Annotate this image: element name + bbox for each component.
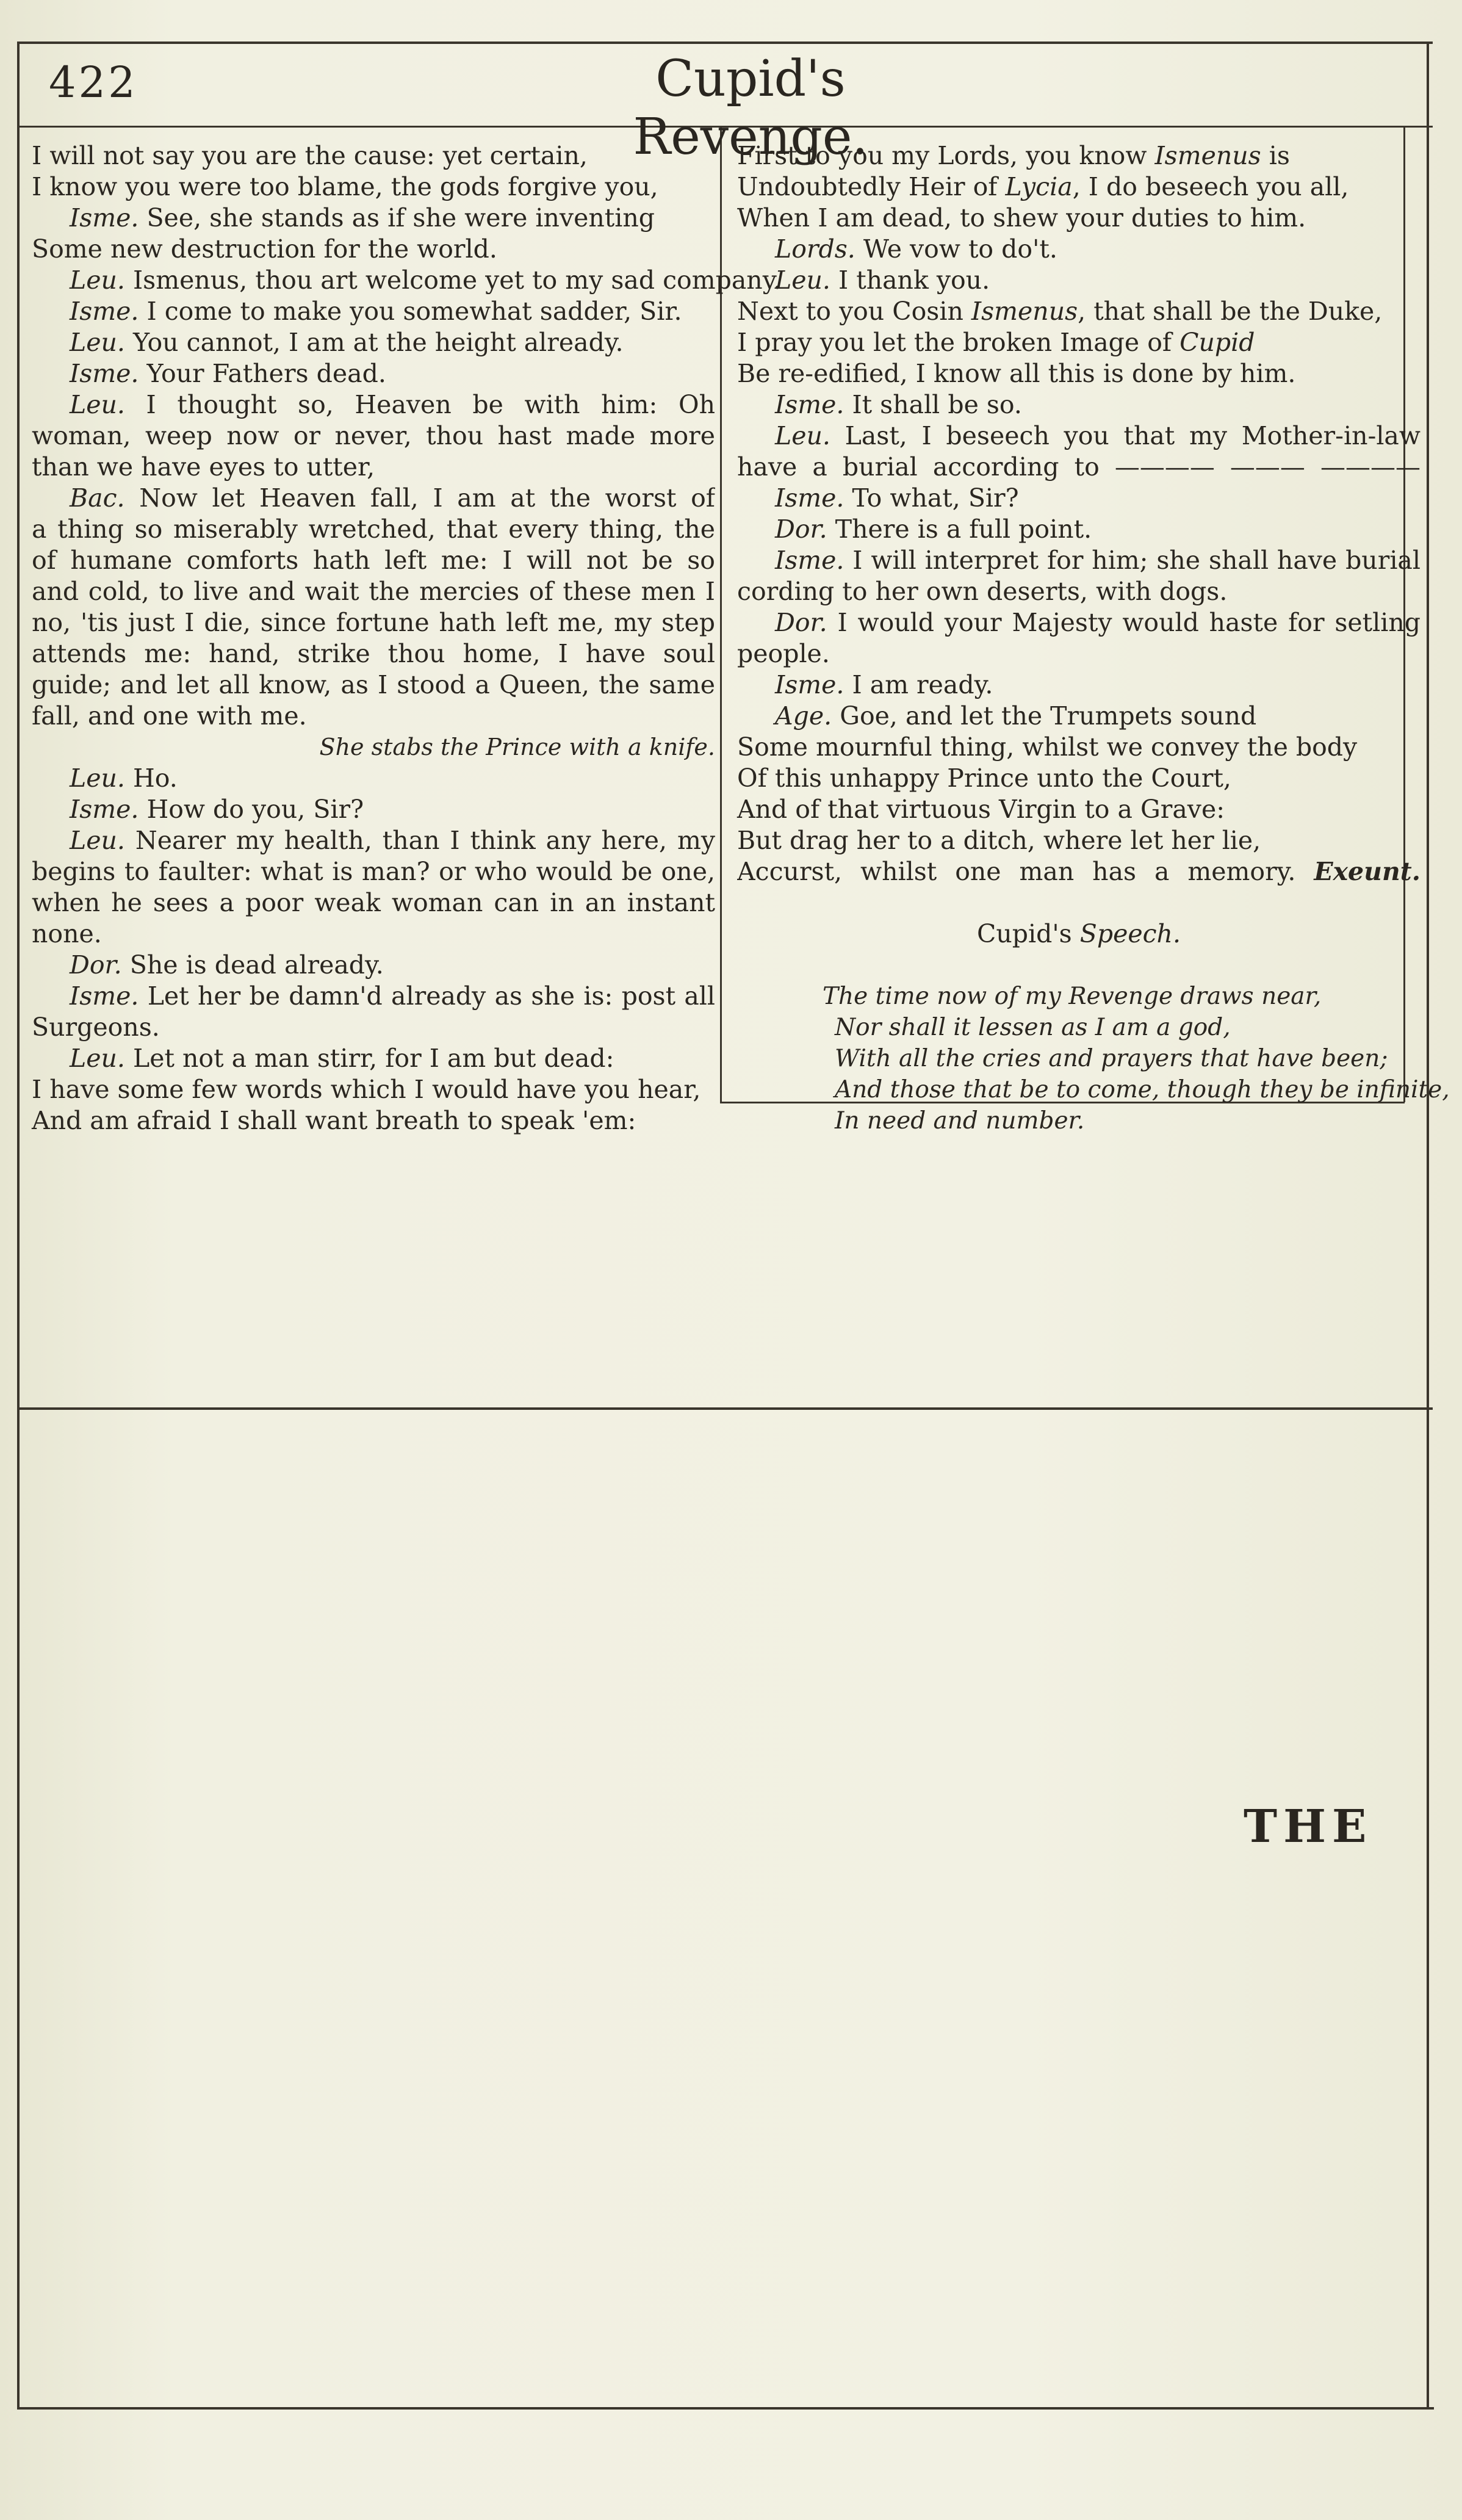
text-line: I will not say you are the cause: yet certain, bbox=[32, 141, 588, 170]
text-line: attends me: hand, strike thou home, I have soul bbox=[32, 639, 715, 668]
speech-line bbox=[737, 234, 1421, 265]
speech-line bbox=[737, 607, 1421, 638]
text-line: and cold, to live and wait the mercies of these men I bbox=[32, 577, 715, 606]
text-line: Of this unhappy Prince unto the Court, bbox=[737, 764, 1231, 793]
speech-line bbox=[737, 545, 1421, 576]
speech-text: Goe, and let the Trumpets sound bbox=[840, 701, 1257, 731]
stage-direction: Exeunt. bbox=[1314, 857, 1421, 886]
italic-name: Cupid bbox=[1179, 328, 1255, 357]
speaker-name: Leu. bbox=[70, 265, 125, 295]
speech-text: To what, Sir? bbox=[852, 483, 1019, 513]
text-line bbox=[737, 327, 1421, 358]
heading-title: Speech. bbox=[1071, 919, 1181, 948]
text-segment: , I do beseech you all, bbox=[1072, 172, 1349, 201]
speaker-name: Age. bbox=[775, 701, 832, 731]
text-line: when he sees a poor weak woman can in an instant bbox=[32, 888, 715, 917]
speech-line bbox=[32, 825, 715, 856]
text-segment: Undoubtedly Heir of bbox=[737, 172, 1006, 201]
text-line: I know you were too blame, the gods forgive you, bbox=[32, 172, 658, 201]
text-line: Be re-edified, I know all this is done by him. bbox=[737, 359, 1296, 388]
text-line: people. bbox=[737, 639, 830, 668]
text-line: fall, and one with me. bbox=[32, 701, 307, 731]
speaker-name: Leu. bbox=[70, 764, 125, 793]
speaker-name: Isme. bbox=[70, 795, 139, 824]
speaker-name: Isme. bbox=[775, 546, 844, 575]
speech-text: You cannot, I am at the height already. bbox=[132, 328, 624, 357]
speech-line bbox=[32, 981, 715, 1012]
speech-line bbox=[32, 358, 715, 389]
text-line: And am afraid I shall want breath to speak 'em: bbox=[32, 1106, 636, 1135]
speech-text: Your Fathers dead. bbox=[146, 359, 386, 388]
speech-text: Ismenus, thou art welcome yet to my sad company. bbox=[132, 265, 782, 295]
text-segment: have a burial according to bbox=[737, 452, 1100, 482]
text-line: cording to her own deserts, with dogs. bbox=[737, 577, 1228, 606]
speaker-name: Isme. bbox=[70, 203, 139, 233]
text-line: When I am dead, to shew your duties to him. bbox=[737, 203, 1306, 233]
speaker-name: Isme. bbox=[775, 670, 844, 699]
text-line bbox=[737, 296, 1421, 327]
speaker-name: Isme. bbox=[70, 297, 139, 326]
speech-text: I would your Majesty would haste for setling bbox=[837, 608, 1421, 637]
speech-text: I thought so, Heaven be with him: Oh bbox=[146, 390, 715, 419]
text-line: begins to faulter: what is man? or who would be one, bbox=[32, 857, 715, 886]
speaker-name: Isme. bbox=[70, 981, 139, 1011]
catchword: THE bbox=[1244, 1800, 1373, 1853]
speech-line bbox=[32, 296, 715, 327]
text-segment: I pray you let the broken Image of bbox=[737, 328, 1180, 357]
speech-line bbox=[737, 421, 1421, 452]
text-line: Surgeons. bbox=[32, 1013, 160, 1042]
italic-name: Ismenus bbox=[971, 297, 1078, 326]
speech-text: I am ready. bbox=[852, 670, 993, 699]
frame-left-rule bbox=[17, 42, 20, 2410]
speech-text: Let her be damn'd already as she is: post all bbox=[147, 981, 715, 1011]
speech-line bbox=[32, 203, 715, 234]
speech-line bbox=[737, 389, 1421, 421]
speech-text: See, she stands as if she were inventing bbox=[146, 203, 655, 233]
frame-bottom-rule bbox=[17, 2407, 1434, 2410]
dash-rule: ———— ——— ———— bbox=[1114, 452, 1421, 482]
text-segment: Accurst, whilst one man has a memory. bbox=[737, 857, 1296, 886]
speech-text: There is a full point. bbox=[835, 514, 1092, 544]
text-line: Some mournful thing, whilst we convey the body bbox=[737, 732, 1358, 762]
text-segment: First to you my Lords, you know bbox=[737, 141, 1155, 170]
text-line: guide; and let all know, as I stood a Queen, the same bbox=[32, 670, 715, 699]
speech-line bbox=[32, 327, 715, 358]
speaker-name: Isme. bbox=[775, 390, 844, 419]
speech-text: How do you, Sir? bbox=[146, 795, 364, 824]
speech-text: Let not a man stirr, for I am but dead: bbox=[132, 1044, 614, 1073]
speaker-name: Leu. bbox=[775, 265, 830, 295]
stage-direction: She stabs the Prince with a knife. bbox=[319, 734, 715, 760]
speech-text: Ho. bbox=[132, 764, 178, 793]
speech-verse-line: And those that be to come, though they be infinite, bbox=[835, 1076, 1450, 1103]
italic-name: Lycia bbox=[1005, 172, 1073, 201]
speech-line bbox=[32, 794, 715, 825]
text-line: none. bbox=[32, 919, 102, 948]
text-line: than we have eyes to utter, bbox=[32, 452, 375, 482]
speech-text: She is dead already. bbox=[129, 950, 384, 980]
right-text-column bbox=[737, 140, 1450, 1136]
speech-line bbox=[32, 265, 782, 296]
speech-line bbox=[737, 483, 1421, 514]
text-line: of humane comforts hath left me: I will not be so bbox=[32, 546, 715, 575]
text-line: But drag her to a ditch, where let her lie, bbox=[737, 826, 1261, 855]
frame-right-rule bbox=[1427, 42, 1429, 2410]
speech-line bbox=[737, 670, 1421, 701]
speaker-name: Isme. bbox=[775, 483, 844, 513]
text-line: woman, weep now or never, thou hast made more bbox=[32, 421, 715, 450]
left-text-column bbox=[32, 140, 782, 1136]
text-line: a thing so miserably wretched, that every thing, the bbox=[32, 514, 715, 544]
speech-verse-line: The time now of my Revenge draws near, bbox=[823, 983, 1322, 1010]
italic-name: Ismenus bbox=[1154, 141, 1261, 170]
speech-text: We vow to do't. bbox=[863, 234, 1057, 264]
speech-line bbox=[737, 265, 1421, 296]
speech-verse-line: Nor shall it lessen as I am a god, bbox=[835, 1014, 1231, 1041]
speaker-name: Leu. bbox=[775, 421, 830, 450]
speech-line bbox=[32, 763, 715, 794]
speech-line bbox=[32, 1043, 715, 1074]
speech-text: Nearer my health, than I think any here, my bbox=[135, 826, 715, 855]
text-line bbox=[737, 171, 1421, 203]
speaker-name: Dor. bbox=[70, 950, 122, 980]
speech-text: I thank you. bbox=[838, 265, 990, 295]
speaker-name: Lords. bbox=[775, 234, 855, 264]
speech-line bbox=[737, 701, 1421, 732]
speech-line bbox=[32, 950, 715, 981]
heading-name: Cupid's bbox=[977, 919, 1072, 948]
text-line-with-direction bbox=[737, 856, 1421, 887]
text-line bbox=[737, 140, 1421, 171]
speaker-name: Leu. bbox=[70, 1044, 125, 1073]
section-heading bbox=[737, 919, 1421, 950]
blank-line bbox=[737, 950, 1421, 981]
speaker-name: Dor. bbox=[775, 514, 827, 544]
running-title: Cupid's Revenge. bbox=[633, 50, 868, 166]
section-rule bbox=[17, 1407, 1433, 1410]
text-line-with-direction bbox=[737, 452, 1421, 483]
speech-text: I will interpret for him; she shall have burial bbox=[852, 546, 1421, 575]
page-number: 422 bbox=[49, 57, 138, 107]
text-line: Some new destruction for the world. bbox=[32, 234, 497, 264]
text-segment: Next to you Cosin bbox=[737, 297, 971, 326]
speech-line bbox=[737, 514, 1421, 545]
text-line: I have some few words which I would have you hear, bbox=[32, 1075, 701, 1104]
speaker-name: Isme. bbox=[70, 359, 139, 388]
text-segment: is bbox=[1261, 141, 1290, 170]
frame-top-rule bbox=[17, 42, 1433, 44]
speech-line bbox=[32, 389, 715, 421]
text-line: no, 'tis just I die, since fortune hath left me, my step bbox=[32, 608, 715, 637]
speech-verse-line: With all the cries and prayers that have been; bbox=[835, 1045, 1388, 1072]
speech-line bbox=[32, 483, 715, 514]
speaker-name: Leu. bbox=[70, 826, 125, 855]
speech-text: Now let Heaven fall, I am at the worst of bbox=[139, 483, 715, 513]
blank-line bbox=[737, 887, 1421, 919]
speech-text: I come to make you somewhat sadder, Sir. bbox=[146, 297, 682, 326]
speaker-name: Dor. bbox=[775, 608, 827, 637]
text-segment: , that shall be the Duke, bbox=[1078, 297, 1383, 326]
text-line: And of that virtuous Virgin to a Grave: bbox=[737, 795, 1225, 824]
speech-verse-line: In need and number. bbox=[835, 1107, 1085, 1135]
speaker-name: Leu. bbox=[70, 328, 125, 357]
speaker-name: Bac. bbox=[70, 483, 125, 513]
speech-text: It shall be so. bbox=[852, 390, 1022, 419]
speech-text: Last, I beseech you that my Mother-in-law bbox=[844, 421, 1421, 450]
speaker-name: Leu. bbox=[70, 390, 125, 419]
